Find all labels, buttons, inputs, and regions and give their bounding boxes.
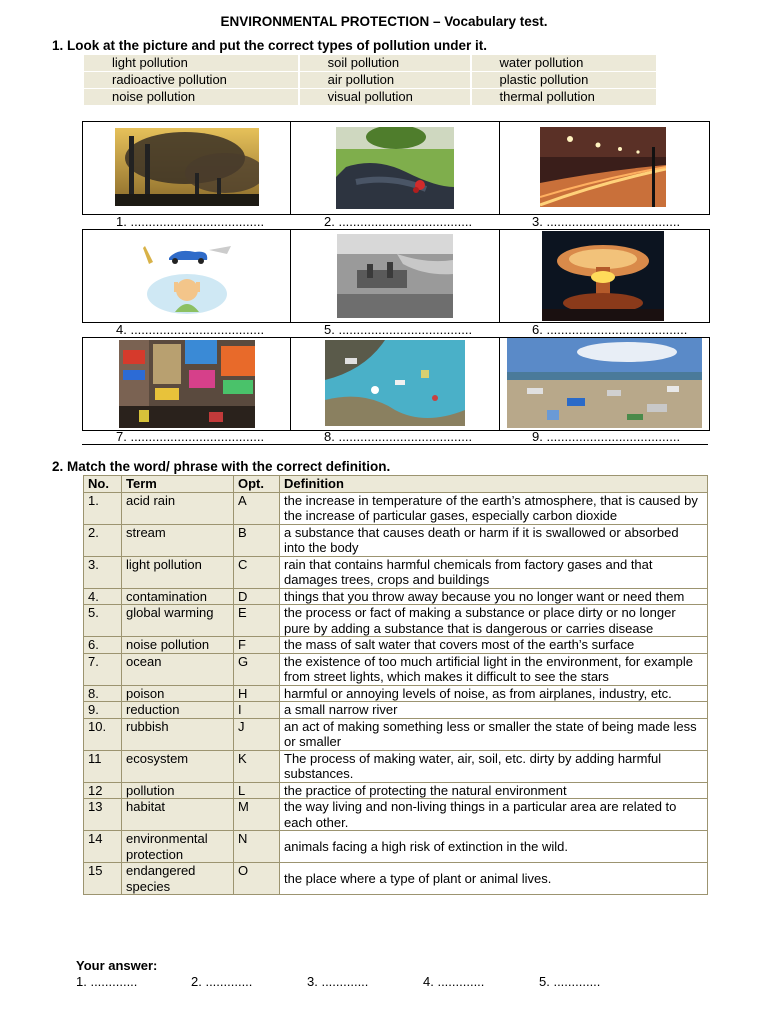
row-definition: harmful or annoying levels of noise, as from airplanes, industry, etc. — [280, 685, 708, 702]
row-option: H — [234, 685, 280, 702]
row-term: rubbish — [122, 718, 234, 750]
answer-blank: 7. ..................................... — [116, 429, 265, 444]
row-definition: animals facing a high risk of extinction in the wild. — [280, 831, 708, 863]
row-term: pollution — [122, 782, 234, 799]
table-row — [84, 685, 708, 702]
answer-blank: 1. ..................................... — [116, 214, 265, 229]
answer-blank: 5. ............. — [539, 974, 601, 989]
row-option: O — [234, 863, 280, 895]
row-term: environmental protection — [122, 831, 234, 863]
word-option: visual pollution — [299, 89, 471, 106]
answer-blank: 2. ............. — [191, 974, 253, 989]
answer-blank: 2. ..................................... — [324, 214, 473, 229]
polluted-land-photo — [336, 127, 454, 209]
row-number: 10. — [84, 718, 122, 750]
word-option: radioactive pollution — [84, 72, 299, 89]
word-option: thermal pollution — [471, 89, 657, 106]
word-option: light pollution — [84, 55, 299, 72]
row-option: I — [234, 702, 280, 719]
word-option: noise pollution — [84, 89, 299, 106]
divider — [82, 444, 708, 445]
question-1-heading: 1. Look at the picture and put the correct types of pollution under it. — [52, 38, 488, 53]
row-definition: things that you throw away because you no longer want or need them — [280, 588, 708, 605]
answer-blank: 3. ..................................... — [532, 214, 681, 229]
column-header-no: No. — [84, 476, 122, 493]
answer-blank: 8. ..................................... — [324, 429, 473, 444]
row-option: A — [234, 492, 280, 524]
row-number: 2. — [84, 524, 122, 556]
picture-blanks-row-1 — [82, 214, 708, 230]
row-definition: the existence of too much artificial light in the environment, for example from street lights, which makes it difficult to see the stars — [280, 653, 708, 685]
table-row — [84, 799, 708, 831]
picture-cell — [291, 122, 500, 214]
row-number: 8. — [84, 685, 122, 702]
row-term: endangered species — [122, 863, 234, 895]
word-option: soil pollution — [299, 55, 471, 72]
row-option: J — [234, 718, 280, 750]
noise-cartoon-illustration — [139, 238, 235, 314]
row-option: C — [234, 556, 280, 588]
row-option: G — [234, 653, 280, 685]
row-definition: the mass of salt water that covers most of the earth’s surface — [280, 637, 708, 654]
row-term: acid rain — [122, 492, 234, 524]
row-option: K — [234, 750, 280, 782]
row-definition: The process of making water, air, soil, etc. dirty by adding harmful substances. — [280, 750, 708, 782]
column-header-opt: Opt. — [234, 476, 280, 493]
industrial-river-aerial-photo — [337, 234, 453, 318]
column-header-definition: Definition — [280, 476, 708, 493]
row-term: contamination — [122, 588, 234, 605]
row-term: global warming — [122, 605, 234, 637]
table-header-row — [84, 476, 708, 493]
row-number: 3. — [84, 556, 122, 588]
table-row — [84, 831, 708, 863]
row-option: B — [234, 524, 280, 556]
row-option: D — [234, 588, 280, 605]
row-term: poison — [122, 685, 234, 702]
table-row — [84, 605, 708, 637]
row-term: ecosystem — [122, 750, 234, 782]
row-term: reduction — [122, 702, 234, 719]
row-number: 9. — [84, 702, 122, 719]
table-row — [84, 782, 708, 799]
row-term: habitat — [122, 799, 234, 831]
row-option: F — [234, 637, 280, 654]
row-number: 12 — [84, 782, 122, 799]
table-row — [84, 718, 708, 750]
table-row — [84, 524, 708, 556]
answer-blank: 4. ............. — [423, 974, 485, 989]
picture-cell — [500, 122, 709, 214]
row-definition: rain that contains harmful chemicals from factory gases and that damages trees, crops and buildings — [280, 556, 708, 588]
table-row — [84, 863, 708, 895]
picture-row-1 — [82, 121, 710, 215]
row-number: 7. — [84, 653, 122, 685]
picture-cell — [291, 230, 500, 322]
answer-blank: 4. ..................................... — [116, 322, 265, 337]
row-definition: an act of making something less or smaller the state of being made less or smaller — [280, 718, 708, 750]
column-header-term: Term — [122, 476, 234, 493]
picture-cell — [83, 122, 291, 214]
row-definition: the increase in temperature of the earth’s atmosphere, that is caused by the increase of particular gases, especially carbon dioxide — [280, 492, 708, 524]
word-option: plastic pollution — [471, 72, 657, 89]
plastic-beach-photo — [507, 338, 702, 428]
word-box — [84, 55, 656, 106]
row-number: 6. — [84, 637, 122, 654]
table-row — [84, 653, 708, 685]
table-row — [84, 556, 708, 588]
row-term: stream — [122, 524, 234, 556]
row-term: noise pollution — [122, 637, 234, 654]
row-term: light pollution — [122, 556, 234, 588]
polluted-water-photo — [325, 340, 465, 426]
definitions-table — [83, 475, 708, 895]
row-option: E — [234, 605, 280, 637]
row-number: 14 — [84, 831, 122, 863]
table-row — [84, 492, 708, 524]
word-option: air pollution — [299, 72, 471, 89]
row-option: M — [234, 799, 280, 831]
picture-blanks-row-3 — [82, 429, 708, 445]
word-option: water pollution — [471, 55, 657, 72]
table-row — [84, 702, 708, 719]
row-number: 11 — [84, 750, 122, 782]
row-definition: the way living and non-living things in a particular area are related to each other. — [280, 799, 708, 831]
row-definition: the place where a type of plant or animal lives. — [280, 863, 708, 895]
question-2-heading: 2. Match the word/ phrase with the correct definition. — [52, 459, 391, 474]
row-number: 15 — [84, 863, 122, 895]
table-row — [84, 588, 708, 605]
row-option: L — [234, 782, 280, 799]
answer-blanks — [76, 974, 676, 990]
row-definition: the practice of protecting the natural environment — [280, 782, 708, 799]
row-definition: a substance that causes death or harm if it is swallowed or absorbed into the body — [280, 524, 708, 556]
street-lights-night-photo — [540, 127, 666, 207]
page-title: ENVIRONMENTAL PROTECTION – Vocabulary test. — [220, 14, 548, 29]
row-term: ocean — [122, 653, 234, 685]
picture-cell — [500, 338, 709, 430]
picture-cell — [83, 338, 291, 430]
row-definition: the process or fact of making a substance or place dirty or no longer pure by adding a substance that is dangerous or carries disease — [280, 605, 708, 637]
your-answer-label: Your answer: — [76, 958, 158, 973]
table-row — [84, 637, 708, 654]
row-number: 4. — [84, 588, 122, 605]
row-number: 5. — [84, 605, 122, 637]
row-definition: a small narrow river — [280, 702, 708, 719]
answer-blank: 5. ..................................... — [324, 322, 473, 337]
picture-cell — [500, 230, 709, 322]
row-number: 1. — [84, 492, 122, 524]
row-option: N — [234, 831, 280, 863]
billboards-city-photo — [119, 340, 255, 428]
nuclear-explosion-photo — [542, 231, 664, 321]
factory-smoke-photo — [115, 128, 259, 206]
row-number: 13 — [84, 799, 122, 831]
picture-cell — [83, 230, 291, 322]
answer-blank: 3. ............. — [307, 974, 369, 989]
answer-blank: 6. ....................................... — [532, 322, 688, 337]
picture-blanks-row-2 — [82, 322, 708, 338]
answer-blank: 9. ..................................... — [532, 429, 681, 444]
picture-cell — [291, 338, 500, 430]
answer-blank: 1. ............. — [76, 974, 138, 989]
table-row — [84, 750, 708, 782]
picture-row-2 — [82, 229, 710, 323]
picture-row-3 — [82, 337, 710, 431]
